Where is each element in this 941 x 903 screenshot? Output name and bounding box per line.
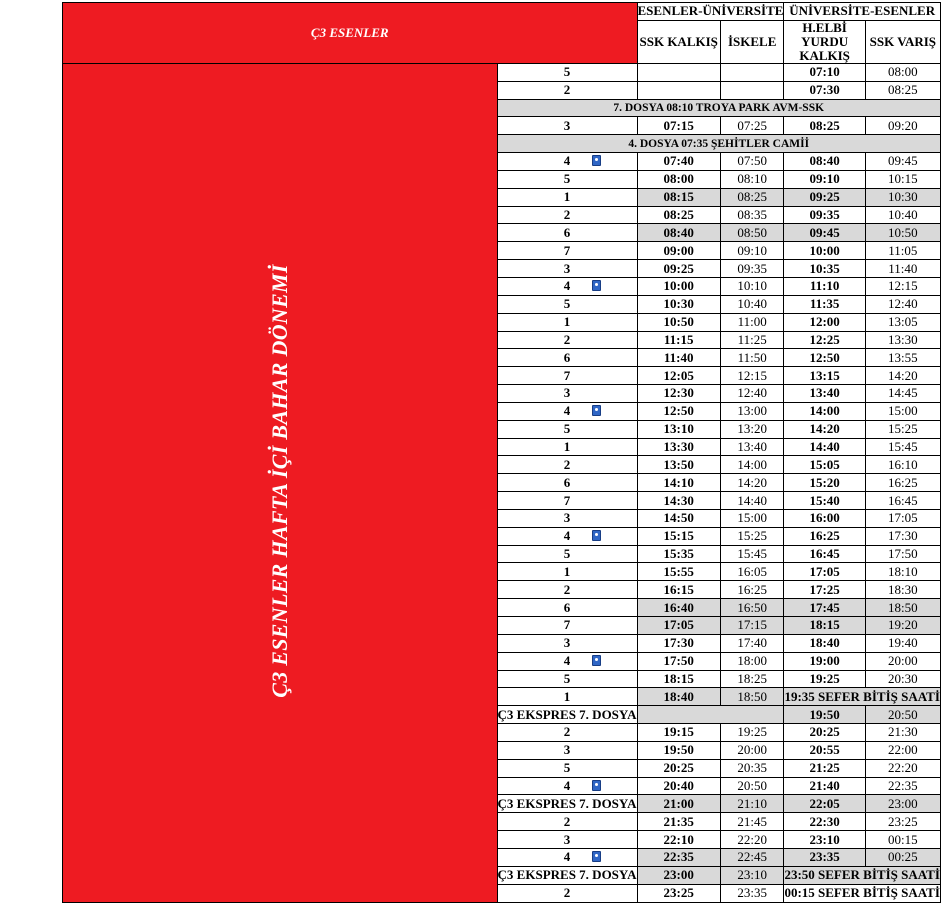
- ssk-kalkis-time: [637, 81, 720, 99]
- route-title: Ç3 ESENLER: [63, 3, 638, 64]
- helbi-yurdu-kalkis-time: 19:25: [784, 670, 865, 688]
- ssk-kalkis-time: 13:10: [637, 420, 720, 438]
- bus-number: [497, 581, 637, 599]
- bus-number: [497, 456, 637, 474]
- iskele-time: 18:25: [720, 670, 784, 688]
- bus-number: [497, 474, 637, 492]
- ssk-kalkis-time: 12:30: [637, 385, 720, 403]
- ssk-kalkis-time: 17:05: [637, 617, 720, 635]
- bus-number-text: 6: [563, 474, 571, 490]
- iskele-time: 18:50: [720, 688, 784, 706]
- header-iskele: İSKELE: [720, 20, 784, 63]
- iskele-time: 20:50: [720, 777, 784, 795]
- bus-number-text: 2: [563, 581, 571, 597]
- bus-number-text: 7: [563, 242, 571, 258]
- ssk-varis-time: 20:50: [865, 706, 940, 724]
- bus-number-text: 2: [563, 813, 571, 829]
- bus-number: [497, 670, 637, 688]
- schedule-table: [62, 2, 941, 903]
- helbi-yurdu-kalkis-time: 15:20: [784, 474, 865, 492]
- ssk-varis-time: 12:15: [865, 277, 940, 295]
- ssk-varis-time: 23:00: [865, 795, 940, 813]
- bus-number-text: 2: [563, 82, 571, 98]
- helbi-yurdu-kalkis-time: 10:35: [784, 260, 865, 278]
- ssk-varis-time: 15:25: [865, 420, 940, 438]
- iskele-time: 14:20: [720, 474, 784, 492]
- bus-number: [497, 848, 637, 866]
- bus-number-text: 4: [563, 278, 571, 294]
- iskele-time: 11:50: [720, 349, 784, 367]
- ssk-varis-time: 18:30: [865, 581, 940, 599]
- header-helbi-yurdu-kalkis: H.ELBİ YURDU KALKIŞ: [784, 20, 865, 63]
- iskele-time: 13:40: [720, 438, 784, 456]
- helbi-yurdu-kalkis-time: 09:45: [784, 224, 865, 242]
- ssk-kalkis-time: 08:40: [637, 224, 720, 242]
- helbi-yurdu-kalkis-time: 07:10: [784, 63, 865, 81]
- iskele-time: 08:35: [720, 206, 784, 224]
- helbi-yurdu-kalkis-time: 13:40: [784, 385, 865, 403]
- iskele-time: 21:10: [720, 795, 784, 813]
- iskele-time: 09:10: [720, 242, 784, 260]
- ssk-varis-time: 14:45: [865, 385, 940, 403]
- ssk-kalkis-time: 21:35: [637, 813, 720, 831]
- ssk-kalkis-time: 12:05: [637, 367, 720, 385]
- ssk-varis-time: 11:40: [865, 260, 940, 278]
- iskele-time: 18:00: [720, 652, 784, 670]
- ssk-varis-time: 21:30: [865, 724, 940, 742]
- bus-number-text: 7: [563, 492, 571, 508]
- bus-number: [497, 117, 637, 135]
- bus-number-text: 1: [563, 189, 571, 205]
- ssk-kalkis-time: 20:25: [637, 759, 720, 777]
- ssk-varis-time: 13:30: [865, 331, 940, 349]
- ssk-varis-time: 17:30: [865, 527, 940, 545]
- helbi-yurdu-kalkis-time: 17:05: [784, 563, 865, 581]
- iskele-time: 15:25: [720, 527, 784, 545]
- ssk-varis-time: 08:00: [865, 63, 940, 81]
- helbi-yurdu-kalkis-time: 21:25: [784, 759, 865, 777]
- helbi-yurdu-kalkis-time: 14:40: [784, 438, 865, 456]
- helbi-yurdu-kalkis-time: 09:35: [784, 206, 865, 224]
- bus-number-text: 5: [563, 760, 571, 776]
- iskele-time: 21:45: [720, 813, 784, 831]
- bus-number: [497, 63, 637, 81]
- bus-number-text: 1: [563, 563, 571, 579]
- ssk-varis-time: 10:40: [865, 206, 940, 224]
- helbi-yurdu-kalkis-time: 08:40: [784, 153, 865, 171]
- accessible-bus-icon: [592, 530, 601, 541]
- bus-number: [497, 884, 637, 902]
- end-of-service-note: 19:35 SEFER BİTİŞ SAATİ: [784, 688, 940, 704]
- bus-number-text: 4: [563, 528, 571, 544]
- bus-number: [497, 206, 637, 224]
- bus-number: [497, 313, 637, 331]
- ssk-varis-time: 20:00: [865, 652, 940, 670]
- side-title-cell: [63, 63, 498, 902]
- iskele-time: 10:10: [720, 277, 784, 295]
- helbi-yurdu-kalkis-time: 11:35: [784, 295, 865, 313]
- ssk-varis-time: 15:45: [865, 438, 940, 456]
- helbi-yurdu-kalkis-time: 22:30: [784, 813, 865, 831]
- bus-number-text: 1: [563, 314, 571, 330]
- bus-number: [497, 170, 637, 188]
- bus-number-text: 7: [563, 367, 571, 383]
- ssk-varis-time: 16:10: [865, 456, 940, 474]
- helbi-yurdu-kalkis-time: 12:25: [784, 331, 865, 349]
- ssk-varis-time: 14:20: [865, 367, 940, 385]
- bus-number: [497, 688, 637, 706]
- accessible-bus-icon: [592, 155, 601, 166]
- ssk-kalkis-time: 15:55: [637, 563, 720, 581]
- bus-number: [497, 741, 637, 759]
- ssk-varis-time: 09:20: [865, 117, 940, 135]
- bus-number-text: 3: [563, 510, 571, 526]
- bus-number: [497, 277, 637, 295]
- ssk-kalkis-time: 14:50: [637, 509, 720, 527]
- iskele-time: 17:15: [720, 617, 784, 635]
- row-label: Ç3 EKSPRES 7. DOSYA: [497, 867, 637, 883]
- bus-number-text: 5: [563, 64, 571, 80]
- row-label: Ç3 EKSPRES 7. DOSYA: [497, 795, 637, 811]
- iskele-time: 13:20: [720, 420, 784, 438]
- iskele-time: 19:25: [720, 724, 784, 742]
- iskele-time: 07:50: [720, 153, 784, 171]
- ssk-varis-time: 10:50: [865, 224, 940, 242]
- bus-number: [497, 295, 637, 313]
- iskele-time: 20:00: [720, 741, 784, 759]
- ssk-kalkis-time: 16:15: [637, 581, 720, 599]
- bus-number-text: 4: [563, 778, 571, 794]
- bus-number-text: 3: [563, 742, 571, 758]
- end-of-service-note: 23:50 SEFER BİTİŞ SAATİ: [784, 867, 940, 883]
- helbi-yurdu-kalkis-time: 13:15: [784, 367, 865, 385]
- helbi-yurdu-kalkis-time: 10:00: [784, 242, 865, 260]
- iskele-time: 22:45: [720, 848, 784, 866]
- bus-number: [497, 224, 637, 242]
- bus-number: [497, 777, 637, 795]
- iskele-time: 13:00: [720, 402, 784, 420]
- iskele-time: 09:35: [720, 260, 784, 278]
- bus-number: [497, 402, 637, 420]
- ssk-kalkis-time: 20:40: [637, 777, 720, 795]
- iskele-time: 08:10: [720, 170, 784, 188]
- helbi-yurdu-kalkis-time: 07:30: [784, 81, 865, 99]
- helbi-yurdu-kalkis-time: 17:25: [784, 581, 865, 599]
- iskele-time: 16:05: [720, 563, 784, 581]
- ssk-kalkis-time: 12:50: [637, 402, 720, 420]
- bus-number-text: 6: [563, 599, 571, 615]
- helbi-yurdu-kalkis-time: 09:25: [784, 188, 865, 206]
- helbi-yurdu-kalkis-time: 16:00: [784, 509, 865, 527]
- bus-number-text: 3: [563, 117, 571, 133]
- bus-number: [497, 188, 637, 206]
- accessible-bus-icon: [592, 780, 601, 791]
- bus-number: [497, 81, 637, 99]
- ssk-kalkis-time: 08:25: [637, 206, 720, 224]
- ssk-kalkis-time: 23:25: [637, 884, 720, 902]
- iskele-time: 23:10: [720, 866, 784, 884]
- bus-number-text: 3: [563, 260, 571, 276]
- bus-number: [497, 634, 637, 652]
- ssk-kalkis-time: 22:10: [637, 831, 720, 849]
- bus-number-text: 6: [563, 349, 571, 365]
- accessible-bus-icon: [592, 655, 601, 666]
- helbi-yurdu-kalkis-time: 16:25: [784, 527, 865, 545]
- iskele-time: 11:25: [720, 331, 784, 349]
- bus-number-text: 5: [563, 670, 571, 686]
- ssk-varis-time: 23:25: [865, 813, 940, 831]
- bus-number-text: 4: [563, 653, 571, 669]
- ssk-varis-time: 18:50: [865, 599, 940, 617]
- helbi-yurdu-kalkis-time: 20:25: [784, 724, 865, 742]
- bus-number: [497, 331, 637, 349]
- header-universite-esenler: ÜNİVERSİTE-ESENLER: [784, 3, 940, 21]
- ssk-kalkis-time: 07:40: [637, 153, 720, 171]
- helbi-yurdu-kalkis-time: 17:45: [784, 599, 865, 617]
- header-ssk-varis: SSK VARIŞ: [865, 20, 940, 63]
- ssk-varis-time: 16:25: [865, 474, 940, 492]
- iskele-time: 22:20: [720, 831, 784, 849]
- bus-number-text: 1: [563, 688, 571, 704]
- bus-number: [497, 617, 637, 635]
- helbi-yurdu-kalkis-time: 08:25: [784, 117, 865, 135]
- ssk-varis-time: 19:20: [865, 617, 940, 635]
- bus-number-text: 7: [563, 617, 571, 633]
- iskele-time: 15:45: [720, 545, 784, 563]
- ssk-kalkis-time: 17:50: [637, 652, 720, 670]
- header-ssk-kalkis: SSK KALKIŞ: [637, 20, 720, 63]
- bus-number-text: 5: [563, 171, 571, 187]
- helbi-yurdu-kalkis-time: 15:05: [784, 456, 865, 474]
- bus-number: [497, 153, 637, 171]
- accessible-bus-icon: [592, 405, 601, 416]
- ssk-varis-time: 22:35: [865, 777, 940, 795]
- iskele-time: 16:50: [720, 599, 784, 617]
- iskele-time: 08:25: [720, 188, 784, 206]
- helbi-yurdu-kalkis-time: 18:40: [784, 634, 865, 652]
- ssk-varis-time: 19:40: [865, 634, 940, 652]
- ssk-varis-time: 22:00: [865, 741, 940, 759]
- bus-number: [497, 260, 637, 278]
- ssk-kalkis-time: 23:00: [637, 866, 720, 884]
- helbi-yurdu-kalkis-time: 19:00: [784, 652, 865, 670]
- ssk-kalkis-time: 13:30: [637, 438, 720, 456]
- header-esenler-universite: ESENLER-ÜNİVERSİTE: [637, 3, 784, 19]
- bus-number-text: 3: [563, 831, 571, 847]
- bus-number: [497, 527, 637, 545]
- iskele-time: 23:35: [720, 884, 784, 902]
- bus-number: [497, 349, 637, 367]
- bus-number-text: 3: [563, 635, 571, 651]
- ssk-kalkis-time: 07:15: [637, 117, 720, 135]
- ssk-kalkis-time: 19:50: [637, 741, 720, 759]
- ssk-varis-time: 16:45: [865, 492, 940, 510]
- iskele-time: 12:15: [720, 367, 784, 385]
- bus-number-text: 2: [563, 207, 571, 223]
- ssk-kalkis-time: 21:00: [637, 795, 720, 813]
- ssk-kalkis-time: 18:15: [637, 670, 720, 688]
- helbi-yurdu-kalkis-time: 12:50: [784, 349, 865, 367]
- helbi-yurdu-kalkis-time: 23:35: [784, 848, 865, 866]
- bus-number: [497, 242, 637, 260]
- bus-number-text: 6: [563, 224, 571, 240]
- ssk-varis-time: 10:30: [865, 188, 940, 206]
- ssk-varis-time: 20:30: [865, 670, 940, 688]
- iskele-time: 10:40: [720, 295, 784, 313]
- helbi-yurdu-kalkis-time: 21:40: [784, 777, 865, 795]
- ssk-kalkis-time: 10:30: [637, 295, 720, 313]
- ssk-kalkis-time: 17:30: [637, 634, 720, 652]
- ssk-kalkis-time: 15:15: [637, 527, 720, 545]
- ssk-kalkis-time: [637, 63, 720, 81]
- helbi-yurdu-kalkis-time: 15:40: [784, 492, 865, 510]
- helbi-yurdu-kalkis-time: 16:45: [784, 545, 865, 563]
- bus-number-text: 3: [563, 385, 571, 401]
- empty-cell: [637, 706, 784, 724]
- ssk-kalkis-time: 16:40: [637, 599, 720, 617]
- ssk-varis-time: 15:00: [865, 402, 940, 420]
- ssk-kalkis-time: 09:00: [637, 242, 720, 260]
- bus-number-text: 1: [563, 438, 571, 454]
- bus-number-text: 5: [563, 421, 571, 437]
- section-note: 4. DOSYA 07:35 ŞEHİTLER CAMİİ: [497, 135, 940, 153]
- bus-number-text: 5: [563, 296, 571, 312]
- ssk-kalkis-time: 13:50: [637, 456, 720, 474]
- helbi-yurdu-kalkis-time: 14:20: [784, 420, 865, 438]
- ssk-varis-time: 00:25: [865, 848, 940, 866]
- iskele-time: 14:40: [720, 492, 784, 510]
- bus-number: [497, 563, 637, 581]
- end-of-service-note: 00:15 SEFER BİTİŞ SAATİ: [784, 885, 940, 901]
- iskele-time: 08:50: [720, 224, 784, 242]
- ssk-varis-time: 18:10: [865, 563, 940, 581]
- iskele-time: [720, 81, 784, 99]
- schedule-row: [63, 63, 941, 81]
- helbi-yurdu-kalkis-time: 12:00: [784, 313, 865, 331]
- bus-number-text: 4: [563, 849, 571, 865]
- helbi-yurdu-kalkis-time: 09:10: [784, 170, 865, 188]
- bus-number: [497, 509, 637, 527]
- bus-number: [497, 652, 637, 670]
- ssk-kalkis-time: 08:15: [637, 188, 720, 206]
- bus-number-text: 2: [563, 456, 571, 472]
- bus-number: [497, 367, 637, 385]
- ssk-kalkis-time: 11:40: [637, 349, 720, 367]
- iskele-time: 16:25: [720, 581, 784, 599]
- bus-number: [497, 813, 637, 831]
- helbi-yurdu-kalkis-time: 14:00: [784, 402, 865, 420]
- ssk-kalkis-time: 11:15: [637, 331, 720, 349]
- ssk-varis-time: 17:50: [865, 545, 940, 563]
- ssk-kalkis-time: 14:30: [637, 492, 720, 510]
- side-title: Ç3 ESENLER HAFTA İÇİ BAHAR DÖNEMİ: [266, 264, 292, 698]
- ssk-kalkis-time: 09:25: [637, 260, 720, 278]
- iskele-time: 12:40: [720, 385, 784, 403]
- bus-number-text: 4: [563, 153, 571, 169]
- schedule-body: [63, 3, 941, 903]
- iskele-time: 20:35: [720, 759, 784, 777]
- bus-number: [497, 438, 637, 456]
- iskele-time: 15:00: [720, 509, 784, 527]
- helbi-yurdu-kalkis-time: 20:55: [784, 741, 865, 759]
- header-row-1: [63, 3, 941, 21]
- bus-number-text: 2: [563, 885, 571, 901]
- bus-number: [497, 831, 637, 849]
- ssk-kalkis-time: 18:40: [637, 688, 720, 706]
- iskele-time: 11:00: [720, 313, 784, 331]
- ssk-kalkis-time: 08:00: [637, 170, 720, 188]
- bus-number: [497, 759, 637, 777]
- ssk-kalkis-time: 22:35: [637, 848, 720, 866]
- helbi-yurdu-kalkis-time: 11:10: [784, 277, 865, 295]
- bus-number: [497, 492, 637, 510]
- ssk-varis-time: 00:15: [865, 831, 940, 849]
- ssk-varis-time: 12:40: [865, 295, 940, 313]
- bus-number: [497, 385, 637, 403]
- ssk-varis-time: 11:05: [865, 242, 940, 260]
- ssk-kalkis-time: 14:10: [637, 474, 720, 492]
- ssk-varis-time: 17:05: [865, 509, 940, 527]
- ssk-kalkis-time: 19:15: [637, 724, 720, 742]
- ssk-varis-time: 22:20: [865, 759, 940, 777]
- iskele-time: 07:25: [720, 117, 784, 135]
- bus-number: [497, 724, 637, 742]
- iskele-time: 14:00: [720, 456, 784, 474]
- ssk-kalkis-time: 10:00: [637, 277, 720, 295]
- row-label: Ç3 EKSPRES 7. DOSYA: [497, 706, 637, 722]
- section-note: 7. DOSYA 08:10 TROYA PARK AVM-SSK: [497, 99, 940, 117]
- ssk-kalkis-time: 10:50: [637, 313, 720, 331]
- accessible-bus-icon: [592, 280, 601, 291]
- ssk-varis-time: 13:05: [865, 313, 940, 331]
- bus-number-text: 4: [563, 403, 571, 419]
- helbi-yurdu-kalkis-time: 22:05: [784, 795, 865, 813]
- bus-number-text: 5: [563, 546, 571, 562]
- accessible-bus-icon: [592, 851, 601, 862]
- bus-number: [497, 545, 637, 563]
- helbi-yurdu-kalkis-time: 19:50: [784, 706, 865, 724]
- iskele-time: 17:40: [720, 634, 784, 652]
- schedule-sheet: [62, 2, 941, 903]
- ssk-varis-time: 09:45: [865, 153, 940, 171]
- bus-number-text: 2: [563, 724, 571, 740]
- ssk-kalkis-time: 15:35: [637, 545, 720, 563]
- helbi-yurdu-kalkis-time: 18:15: [784, 617, 865, 635]
- bus-number: [497, 599, 637, 617]
- bus-number: [497, 420, 637, 438]
- ssk-varis-time: 10:15: [865, 170, 940, 188]
- helbi-yurdu-kalkis-time: 23:10: [784, 831, 865, 849]
- ssk-varis-time: 08:25: [865, 81, 940, 99]
- ssk-varis-time: 13:55: [865, 349, 940, 367]
- bus-number-text: 2: [563, 331, 571, 347]
- iskele-time: [720, 63, 784, 81]
